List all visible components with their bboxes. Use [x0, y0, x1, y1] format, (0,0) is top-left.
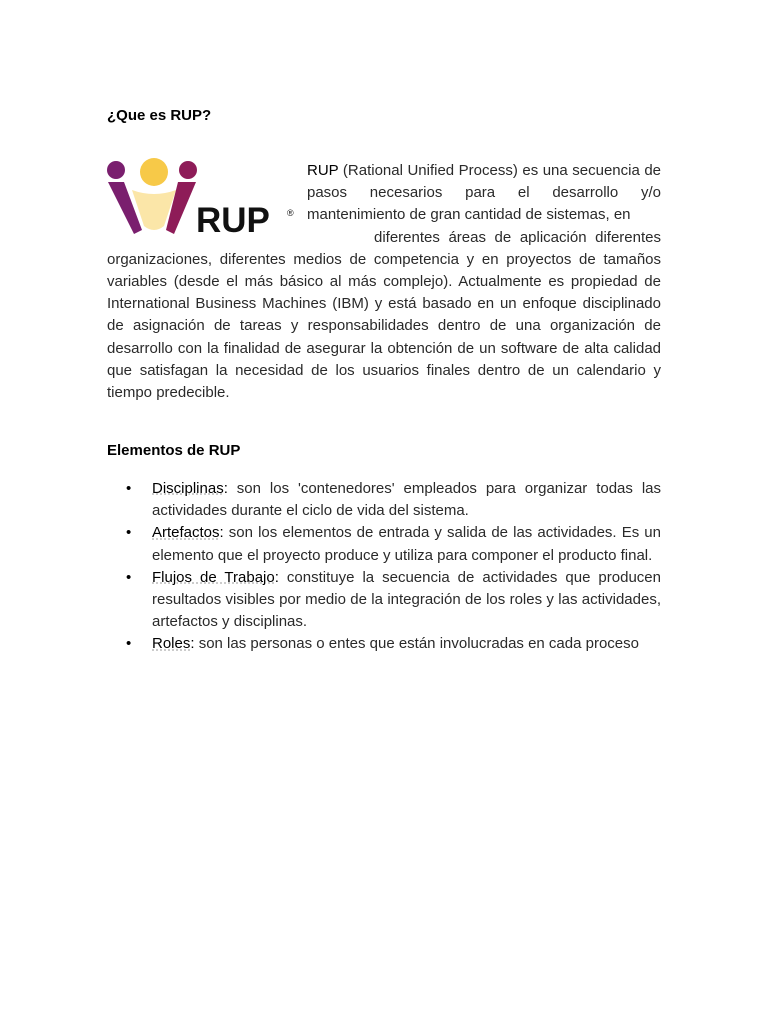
term-disciplinas: Disciplinas — [152, 480, 224, 497]
definition-roles: son las personas o entes que están involucradas en cada proceso — [194, 635, 639, 653]
rup-keyword: RUP — [307, 162, 339, 179]
term-flujos-de-trabajo: Flujos de Trabajo — [152, 568, 275, 586]
bullet-icon: • — [126, 568, 132, 586]
rup-description-body: diferentes áreas de aplicación diferentes organizaciones, diferentes medios de competencia y en proyectos de tamaños variables (desde el más básico al más complejo). Actualmente es propiedad de International Business Machines (IBM) y está basado en un enfoque disciplinado de asignación de tareas y responsabilidades dentro de una organización de desarrollo con la finalidad de asegurar la obtención de un software de alta calidad que satisfagan la necesidad de los usuarios finales dentro de un calendario y tiempo predecible. — [107, 228, 661, 402]
logo-float-spacer — [107, 160, 307, 224]
section-heading-que-es-rup: ¿Que es RUP? — [107, 107, 212, 124]
term-roles: Roles — [152, 635, 191, 653]
bullet-icon: • — [126, 480, 132, 497]
term-artefactos: Artefactos — [152, 524, 220, 542]
list-item-disciplinas: • Disciplinas: son los 'contenedores' empleados para organizar todas las actividades durante el ciclo de vida del sistema. — [126, 480, 661, 520]
rup-description-intro: (Rational Unified Process) es una secuencia de pasos necesarios para el desarrollo y/o mantenimiento de gran cantidad de sistemas, en — [307, 162, 661, 224]
section-heading-elementos: Elementos de RUP — [107, 442, 241, 459]
elements-list — [126, 478, 661, 656]
rup-description-paragraph — [107, 160, 661, 404]
definition-artefactos: son los elementos de entrada y salida de las actividades. Es un elemento que el proyecto produce y utiliza para componer el producto final. — [152, 524, 661, 564]
list-item-artefactos: • Artefactos: son los elementos de entrada y salida de las actividades. Es un elemento que el proyecto produce y utiliza para componer el producto final. — [126, 524, 661, 564]
logo-wordmark: RUP — [196, 201, 270, 238]
logo-registered-mark: ® — [287, 208, 294, 218]
definition-flujos-de-trabajo: constituye la secuencia de actividades que producen resultados visibles por medio de la integración de los roles y las actividades, artefactos y disciplinas. — [152, 568, 661, 631]
list-item-roles: • Roles: son las personas o entes que están involucradas en cada proceso — [126, 633, 661, 655]
definition-disciplinas: son los 'contenedores' empleados para organizar todas las actividades durante el ciclo de vida del sistema. — [152, 480, 661, 520]
bullet-icon: • — [126, 635, 132, 653]
bullet-icon: • — [126, 524, 132, 542]
list-item-flujos: • Flujos de Trabajo: constituye la secuencia de actividades que producen resultados visibles por medio de la integración de los roles y las actividades, artefactos y disciplinas. — [126, 568, 661, 631]
